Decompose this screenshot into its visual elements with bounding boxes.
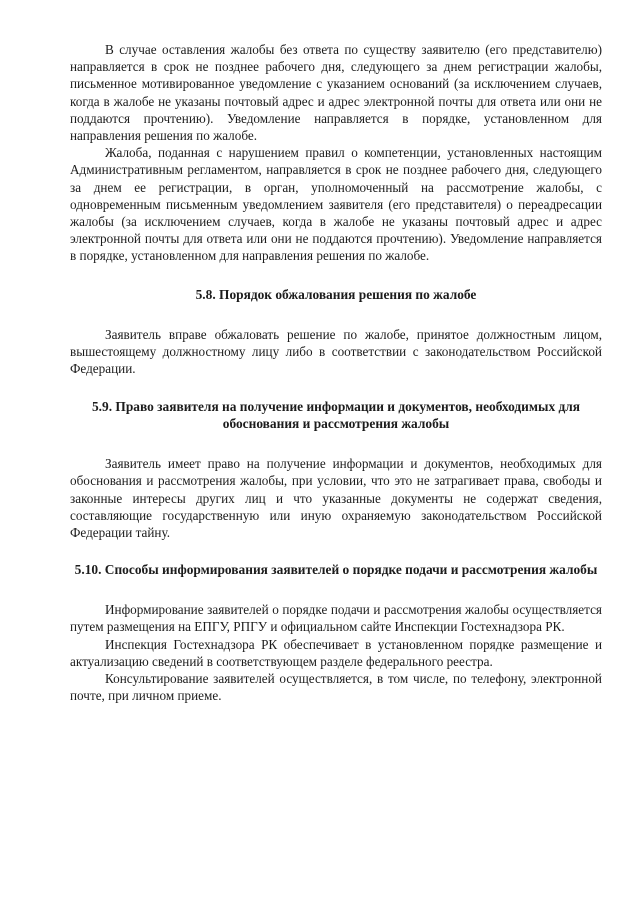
heading-section-5-9: 5.9. Право заявителя на получение информации и документов, необходимых для обоснования и рассмотрения жалобы	[91, 399, 581, 432]
spacer	[70, 578, 602, 601]
paragraph-consulting: Консультирование заявителей осуществляется, в том числе, по телефону, электронной почте, при личном приеме.	[70, 671, 602, 704]
spacer	[70, 303, 602, 326]
spacer	[70, 541, 602, 561]
heading-section-5-8: 5.8. Порядок обжалования решения по жалобе	[195, 286, 477, 302]
spacer	[70, 265, 602, 286]
paragraph-competence-violation: Жалоба, поданная с нарушением правил о компетенции, установленных настоящим Административным регламентом, направляется в срок не позднее рабочего дня, следующего за днем ее регистрации, в орган, уполномоченный на рассмотрение жалобы, с одновременным письменным уведомлением заявителя (его представителя) о переадресации жалобы (за исключением случаев, когда в жалобе не указаны почтовый адрес и адрес электронной почты для ответа или они не поддаются прочтению). Уведомление направляется в порядке, установленном для направления решения по жалобе.	[70, 145, 602, 264]
paragraph-registry-update: Инспекция Гостехнадзора РК обеспечивает в установленном порядке размещение и актуализацию сведений в соответствующем разделе федерального реестра.	[70, 636, 602, 669]
heading-section-5-10: 5.10. Способы информирования заявителей о порядке подачи и рассмотрения жалобы	[74, 562, 598, 578]
spacer	[70, 377, 602, 398]
spacer	[70, 432, 602, 455]
paragraph-information-right: Заявитель имеет право на получение информации и документов, необходимых для обоснования и рассмотрения жалобы, при условии, что это не затрагивает права, свободы и законные интересы других лиц и что указанные документы не содержат сведения, составляющие государственную или иную охраняемую законодательством Российской Федерации тайну.	[70, 456, 602, 541]
paragraph-informing-methods: Информирование заявителей о порядке подачи и рассмотрения жалобы осуществляется путем размещения на ЕПГУ, РПГУ и официальном сайте Инспекции Гостехнадзора РК.	[70, 602, 602, 635]
paragraph-appeal-right: Заявитель вправе обжаловать решение по жалобе, принятое должностным лицом, вышестоящему должностному лицу либо в соответствии с законодательством Российской Федерации.	[70, 326, 602, 377]
paragraph-no-answer-notice: В случае оставления жалобы без ответа по существу заявителю (его представителю) направляется в срок не позднее рабочего дня, следующего за днем регистрации жалобы, письменное мотивированное уведомление с указанием оснований (за исключением случаев, когда в жалобе не указаны почтовый адрес и адрес электронной почты для ответа или они не поддаются прочтению). Уведомление направляется в порядке, установленном для направления решения по жалобе.	[70, 42, 602, 144]
